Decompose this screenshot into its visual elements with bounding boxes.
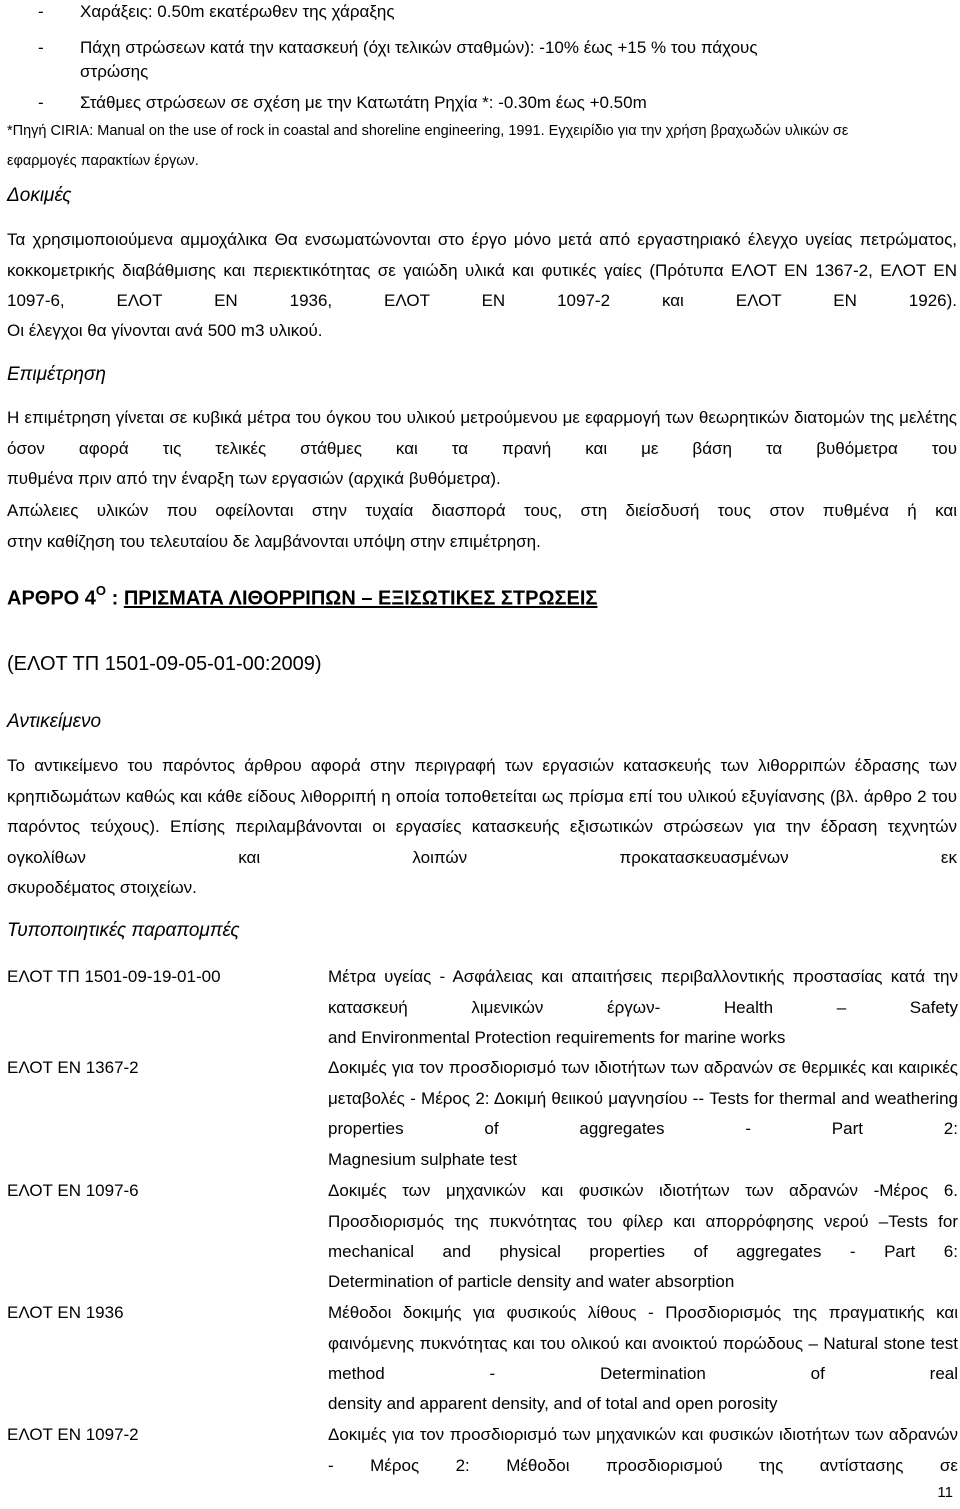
measurement-paragraph-last: πυθμένα πριν από την έναρξη των εργασιών (αρχικά βυθόμετρα). <box>7 469 501 488</box>
bullet-marker: - <box>38 38 44 57</box>
reference-description: Μέτρα υγείας - Ασφάλειας και απαιτήσεις περιβαλλοντικής προστασίας κατά την κατασκευή λιμενικών έργων- Health – Safety <box>328 967 958 1017</box>
source-note-line: *Πηγή CIRIA: Manual on the use of rock in coastal and shoreline engineering, 1991. Εγχειρίδιο για την χρήση βραχωδών υλικών σε <box>7 123 849 139</box>
reference-description: Δοκιμές για τον προσδιορισμό των μηχανικών και φυσικών ιδιοτήτων των αδρανών - Μέρος 2: Μέθοδοι προσδιορισμού της αντίστασης σε <box>328 1425 958 1475</box>
article-separator: : <box>106 587 124 610</box>
section-heading-subject: Αντικείμενο <box>7 711 102 732</box>
bullet-text: Στάθμες στρώσεων σε σχέση με την Κατωτάτη Ρηχία *: -0.30m έως +0.50m <box>80 93 647 112</box>
subject-paragraph-last: σκυροδέματος στοιχείων. <box>7 878 197 897</box>
reference-description: Μέθοδοι δοκιμής για φυσικούς λίθους - Προσδιορισμός της πραγματικής και φαινόμενης πυκνότητας και του ολικού και ανοικτού πορώδους – Natural stone test method - Determination of real <box>328 1303 958 1383</box>
section-heading-tests: Δοκιμές <box>7 185 72 206</box>
measurement-paragraph: Η επιμέτρηση γίνεται σε κυβικά μέτρα του όγκου του υλικού μετρούμενου με εφαρμογή των θεωρητικών διατομών της μελέτης όσον αφορά τις τελικές στάθμες και τα πρανή και με βάση τα βυθόμετρα του <box>7 408 957 458</box>
reference-code: ΕΛΟΤ ΕΝ 1097-2 <box>7 1425 139 1444</box>
reference-code: ΕΛΟΤ ΕΝ 1936 <box>7 1303 124 1322</box>
section-heading-references: Τυποποιητικές παραπομπές <box>7 920 240 941</box>
tests-paragraph-last: Οι έλεγχοι θα γίνονται ανά 500 m3 υλικού. <box>7 321 323 340</box>
tests-paragraph: Τα χρησιμοποιούμενα αμμοχάλικα Θα ενσωματώνονται στο έργο μόνο μετά από εργαστηριακό έλεγχο υγείας πετρώματος, κοκκομετρικής διαβάθμισης και περιεκτικότητας σε γαιώδη υλικά και φυτικές γαίες (Πρότυπα ΕΛΟΤ ΕΝ 1367-2, ΕΛΟΤ ΕΝ 1097-6, ΕΛΟΤ ΕΝ 1936, ΕΛΟΤ ΕΝ 1097-2 και ΕΛΟΤ ΕΝ 1926). <box>7 230 957 310</box>
article-ordinal: Ο <box>95 583 107 598</box>
bullet-text: Χαράξεις: 0.50m εκατέρωθεν της χάραξης <box>80 2 395 21</box>
section-heading-measurement: Επιμέτρηση <box>7 364 106 385</box>
subject-paragraph: Το αντικείμενο του παρόντος άρθρου αφορά στην περιγραφή των εργασιών κατασκευής των λιθορριπών έδρασης των κρηπιδωμάτων καθώς και κάθε είδους λιθορριπή η οποία τοποθετείται ως πρίσμα επί του υλικού εξυγίανσης (βλ. άρθρο 2 του παρόντος τεύχους). Επίσης περιλαμβάνονται οι εργασίες κατασκευής εξισωτικών στρώσεων για την έδραση τεχνητών ογκολίθων και λοιπών προκατασκευασμένων εκ <box>7 756 957 867</box>
reference-description: Δοκιμές για τον προσδιορισμό των ιδιοτήτων των αδρανών σε θερμικές και καιρικές μεταβολές - Μέρος 2: Δοκιμή θειικού μαγνησίου -- Tests for thermal and weathering properties of aggregates - Part 2: <box>328 1058 958 1138</box>
reference-description-last: and Environmental Protection requirements for marine works <box>328 1028 786 1047</box>
page-number: 11 <box>937 1484 953 1501</box>
reference-code: ΕΛΟΤ ΤΠ 1501-09-19-01-00 <box>7 967 221 986</box>
bullet-marker: - <box>38 2 44 21</box>
measurement-paragraph: Απώλειες υλικών που οφείλονται στην τυχαία διασπορά τους, στη διείσδυσή τους στον πυθμένα ή και <box>7 501 957 520</box>
article-number: ΑΡΘΡΟ 4 <box>7 587 96 610</box>
source-note-line: εφαρμογές παρακτίων έργων. <box>7 153 199 169</box>
bullet-text: Πάχη στρώσεων κατά την κατασκευή (όχι τελικών σταθμών): -10% έως +15 % του πάχους <box>80 38 758 57</box>
reference-description-last: Determination of particle density and water absorption <box>328 1272 735 1291</box>
reference-code: ΕΛΟΤ ΕΝ 1097-6 <box>7 1181 139 1200</box>
reference-description: Δοκιμές των μηχανικών και φυσικών ιδιοτήτων των αδρανών -Μέρος 6. Προσδιορισμός της πυκνότητας του φίλερ και απορρόφησης νερού –Tests for mechanical and physical properties of aggregates - Part 6: <box>328 1181 958 1261</box>
article-standard: (ΕΛΟΤ ΤΠ 1501-09-05-01-00:2009) <box>7 653 322 675</box>
reference-code: ΕΛΟΤ ΕΝ 1367-2 <box>7 1058 139 1077</box>
bullet-text-continued: στρώσης <box>80 62 149 81</box>
article-heading <box>7 585 597 611</box>
bullet-marker: - <box>38 93 44 112</box>
article-title: ΠΡΙΣΜΑΤΑ ΛΙΘΟΡΡΙΠΩΝ – ΕΞΙΣΩΤΙΚΕΣ ΣΤΡΩΣΕΙΣ <box>123 587 598 610</box>
reference-description-last: density and apparent density, and of total and open porosity <box>328 1394 778 1413</box>
measurement-paragraph-last: στην καθίζηση του τελευταίου δε λαμβάνονται υπόψη στην επιμέτρηση. <box>7 532 541 551</box>
reference-description-last: Magnesium sulphate test <box>328 1150 517 1169</box>
